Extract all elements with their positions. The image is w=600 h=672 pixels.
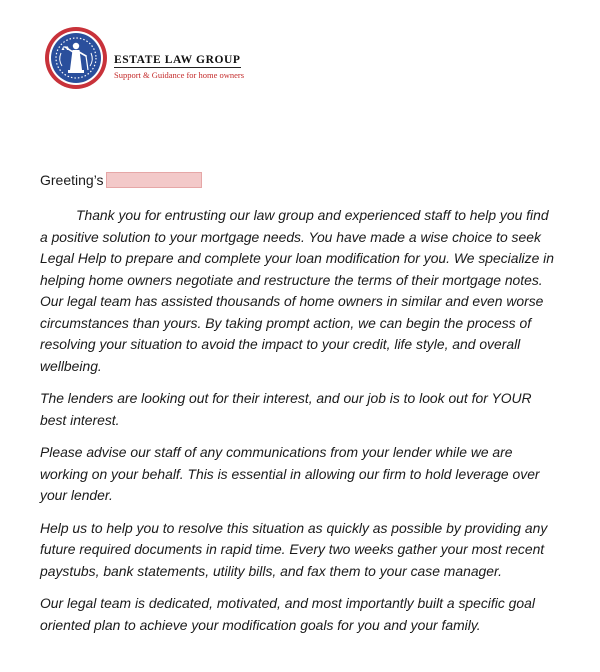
paragraph-communications: Please advise our staff of any communications from your lender while we are working on your behalf. This is essential in allowing our firm to hold leverage over your lender. [40, 444, 540, 503]
firm-name: ESTATE LAW GROUP [114, 54, 241, 66]
letterhead [44, 26, 274, 90]
redacted-name [106, 172, 202, 188]
letter-body [40, 205, 560, 647]
lady-justice-seal-icon [44, 26, 108, 90]
paragraph-intro: Thank you for entrusting our law group and experienced staff to help you find a positive solution to your mortgage needs. You have made a wise choice to seek Legal Help to prepare and complete your loan modification for you. We specialize in helping home owners negotiate and restructure the terms of their mortgage notes. Our legal team has assisted thousands of home owners in similar and even worse circumstances than yours. By taking prompt action, we can begin the process of resolving your situation to avoid the impact to your credit, life style, and overall wellbeing. [40, 207, 554, 374]
paragraph-documents: Help us to help you to resolve this situation as quickly as possible by providing any future required documents in rapid time. Every two weeks gather your most recent paystubs, bank statements, utility bills, and fax them to your case manager. [40, 519, 548, 579]
paragraph-lenders: The lenders are looking out for their interest, and our job is to look out for YOUR best interest. [40, 390, 532, 428]
greeting-line [40, 172, 202, 188]
firm-identity [114, 50, 244, 80]
paragraph-legal-team: Our legal team is dedicated, motivated, and most importantly built a specific goal oriented plan to achieve your modification goals for you and your family. [40, 595, 535, 633]
greeting-text: Greeting’s [40, 172, 104, 188]
firm-tagline: Support & Guidance for home owners [114, 70, 245, 80]
